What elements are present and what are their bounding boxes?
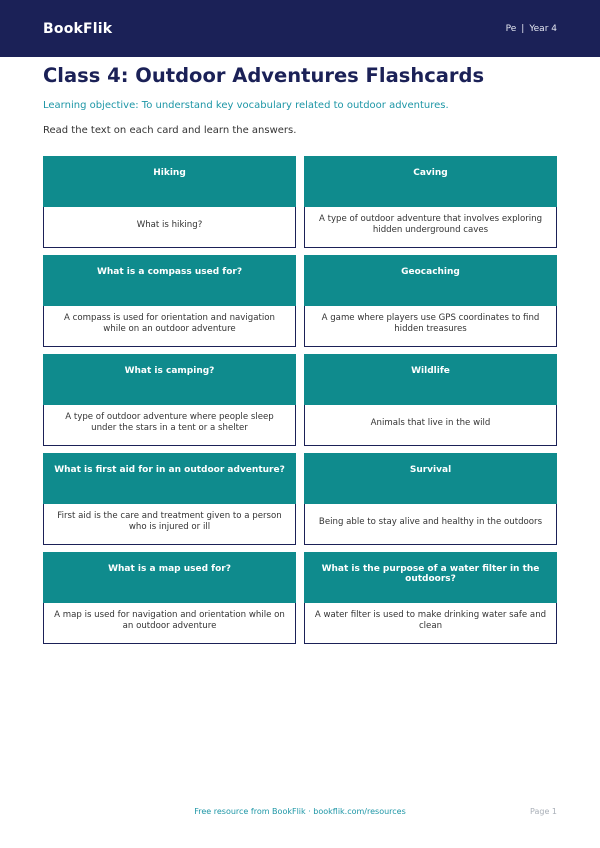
card-front: What is camping? [43,354,296,405]
card-back: A type of outdoor adventure that involves exploring hidden underground caves [304,207,557,248]
card-back: What is hiking? [43,207,296,248]
flashcard [304,156,557,248]
card-front: What is a compass used for? [43,255,296,306]
card-front: What is the purpose of a water filter in the outdoors? [304,552,557,603]
header-meta [506,24,557,34]
card-front: Survival [304,453,557,504]
flashcard [304,354,557,446]
card-front: What is a map used for? [43,552,296,603]
flashcard [304,255,557,347]
flashcard [43,255,296,347]
brand-logo[interactable]: BookFlik [43,20,113,37]
card-front: Wildlife [304,354,557,405]
page-number: Page 1 [530,807,557,816]
header-bar [0,0,600,57]
card-front: Hiking [43,156,296,207]
card-back: A game where players use GPS coordinates to find hidden treasures [304,306,557,347]
flashcard [43,552,296,644]
flashcard [43,453,296,545]
flashcard [43,156,296,248]
card-back: A map is used for navigation and orientation while on an outdoor adventure [43,603,296,644]
card-back: Being able to stay alive and healthy in the outdoors [304,504,557,545]
flashcard [304,453,557,545]
footer-link[interactable]: Free resource from BookFlik · bookflik.com/resources [194,807,406,816]
learning-objective: Learning objective: To understand key vocabulary related to outdoor adventures. [43,100,449,111]
flashcard [43,354,296,446]
card-back: A compass is used for orientation and navigation while on an outdoor adventure [43,306,296,347]
card-front: Geocaching [304,255,557,306]
card-back: A water filter is used to make drinking water safe and clean [304,603,557,644]
page-title: Class 4: Outdoor Adventures Flashcards [43,64,485,87]
card-back: Animals that live in the wild [304,405,557,446]
meta-separator: | [521,23,525,34]
flashcard [304,552,557,644]
flashcard-grid [43,156,557,644]
instruction-text: Read the text on each card and learn the answers. [43,125,297,136]
card-back: First aid is the care and treatment given to a person who is injured or ill [43,504,296,545]
year-label: Year 4 [529,23,557,34]
card-back: A type of outdoor adventure where people sleep under the stars in a tent or a shelter [43,405,296,446]
page-footer [0,807,600,821]
card-front: Caving [304,156,557,207]
subject-label: Pe [505,23,517,34]
card-front: What is first aid for in an outdoor adventure? [43,453,296,504]
